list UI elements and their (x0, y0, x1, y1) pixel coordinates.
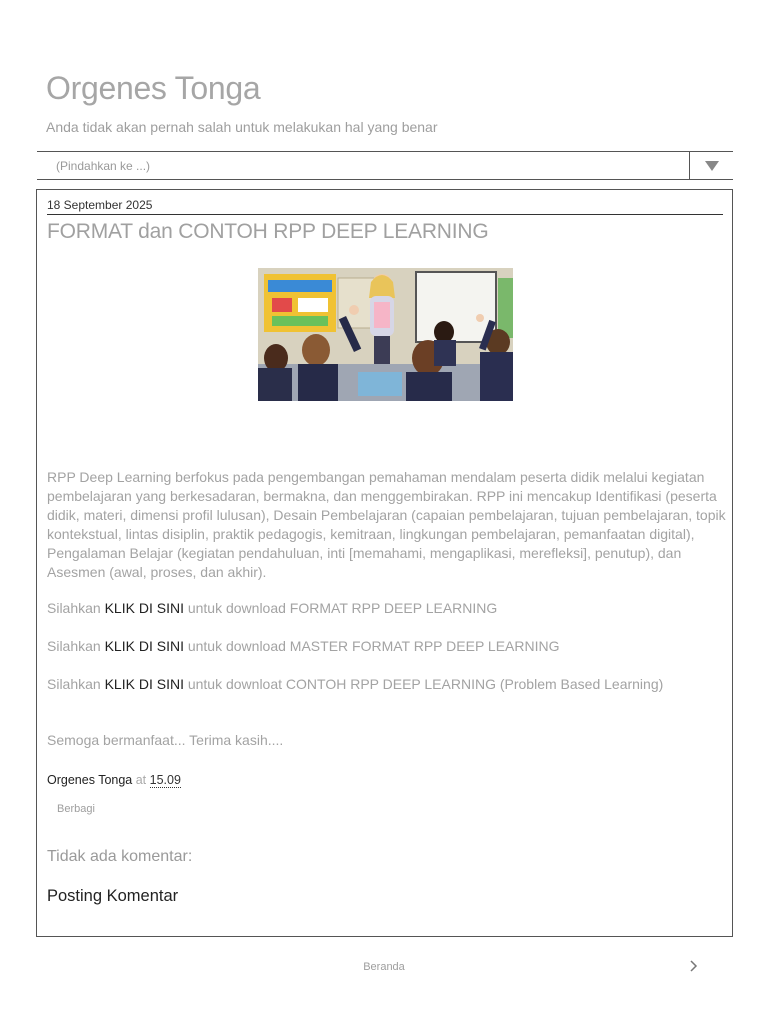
blog-pager (0, 958, 768, 978)
post-image-classroom[interactable] (258, 268, 513, 401)
post-body (47, 468, 727, 582)
download-suffix: untuk download MASTER FORMAT RPP DEEP LEARNING (183, 638, 560, 654)
post-at-label: at (135, 773, 147, 787)
post-timestamp-link[interactable]: 15.09 (149, 773, 181, 787)
download-line-master-format (47, 637, 560, 655)
download-line-contoh (47, 675, 663, 693)
download-prefix: Silahkan (47, 600, 105, 616)
blog-header (46, 68, 726, 136)
post-date: 18 September 2025 (47, 198, 723, 215)
blog-description: Anda tidak akan pernah salah untuk melakukan hal yang benar (46, 119, 438, 135)
comments-title: Tidak ada komentar: (47, 848, 193, 865)
chevron-right-icon[interactable] (690, 959, 698, 976)
post-title[interactable]: FORMAT dan CONTOH RPP DEEP LEARNING (47, 220, 489, 243)
blog-title[interactable]: Orgenes Tonga (46, 70, 261, 106)
download-link-format[interactable]: KLIK DI SINI (104, 600, 184, 616)
download-link-contoh[interactable]: KLIK DI SINI (104, 676, 184, 692)
download-suffix: untuk downloat CONTOH RPP DEEP LEARNING (Problem Based Learning) (183, 676, 664, 692)
download-prefix: Silahkan (47, 676, 105, 692)
page-nav-select[interactable] (37, 151, 733, 180)
post-footer (47, 773, 181, 787)
post-body-paragraph: RPP Deep Learning berfokus pada pengembangan pemahaman mendalam peserta didik melalui kegiatan pembelajaran yang berkesadaran, bermakna, dan menggembirakan. RPP ini mencakup Identifikasi (peserta didik, materi, dimensi profil lulusan), Desain Pembelajaran (capaian pembelajaran, tujuan pembelajaran, topik kontekstual, lintas disiplin, praktik pedagogis, kemitraan, lingkungan pembelajaran, pemanfaatan digital), Pengalaman Belajar (kegiatan pendahuluan, inti [memahami, mengaplikasi, merefleksi], penutup), dan Asesmen (awal, proses, dan akhir). (47, 469, 726, 580)
download-link-master-format[interactable]: KLIK DI SINI (104, 638, 184, 654)
download-prefix: Silahkan (47, 638, 105, 654)
home-link[interactable]: Beranda (363, 961, 405, 973)
download-suffix: untuk download FORMAT RPP DEEP LEARNING (183, 600, 498, 616)
post-container (36, 189, 733, 937)
post-author[interactable]: Orgenes Tonga (47, 773, 133, 787)
post-closing: Semoga bermanfaat... Terima kasih.... (47, 732, 284, 748)
page-nav-select-value: (Pindahkan ke ...) (56, 158, 151, 173)
classroom-photo (258, 268, 513, 401)
dropdown-arrow-icon[interactable] (689, 152, 733, 179)
post-comment-heading: Posting Komentar (47, 887, 179, 905)
download-line-format (47, 599, 497, 617)
share-button[interactable]: Berbagi (57, 803, 95, 815)
